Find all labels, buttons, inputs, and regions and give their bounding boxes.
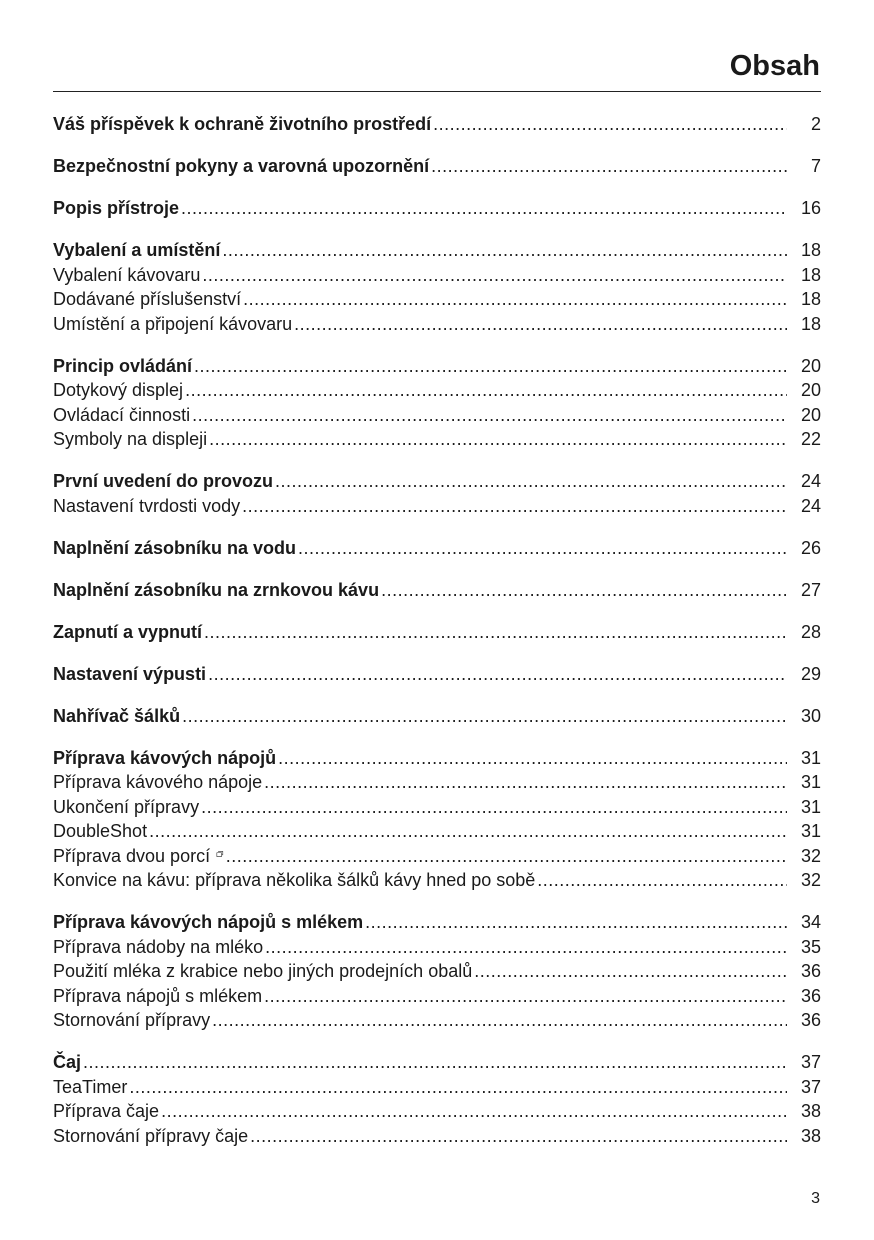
dot-leader xyxy=(243,287,787,312)
toc-section xyxy=(53,910,821,1033)
toc-entry-title: Naplnění zásobníku na vodu xyxy=(53,537,297,558)
dot-leader xyxy=(275,469,787,494)
toc-section xyxy=(53,154,821,179)
toc-subentry[interactable] xyxy=(53,1124,821,1149)
toc-entry-title: Dodávané příslušenství xyxy=(53,289,242,309)
toc-page-number: 31 xyxy=(800,747,821,768)
dot-leader xyxy=(381,578,787,603)
toc-section xyxy=(53,662,821,687)
toc-page-number: 36 xyxy=(800,1010,821,1030)
dot-leader xyxy=(250,1124,787,1149)
toc-entry-title: Nastavení výpusti xyxy=(53,663,207,684)
dot-leader xyxy=(431,154,787,179)
toc-section xyxy=(53,112,821,137)
toc-entry-title: Příprava nádoby na mléko xyxy=(53,936,264,957)
toc-page-number: 18 xyxy=(800,264,821,285)
dot-leader xyxy=(433,112,787,137)
toc-entry-title: Váš příspěvek k ochraně životního prostředí xyxy=(53,114,432,134)
page-title: Obsah xyxy=(729,50,820,82)
toc-page-number: 31 xyxy=(800,772,821,792)
dot-leader xyxy=(181,196,787,221)
toc-entry-title: TeaTimer xyxy=(53,1076,128,1097)
toc-page-number: 35 xyxy=(800,936,821,957)
toc-page-number: 29 xyxy=(800,663,821,684)
toc-chapter[interactable] xyxy=(53,536,821,561)
dot-leader xyxy=(264,770,787,795)
toc-entry-title: První uvedení do provozu xyxy=(53,471,274,491)
toc-page-number: 31 xyxy=(800,821,821,841)
toc-entry-title: Dotykový displej xyxy=(53,380,184,400)
toc-page-number: 20 xyxy=(800,404,821,425)
dot-leader xyxy=(194,354,787,379)
toc-subentry[interactable] xyxy=(53,935,821,960)
toc-chapter[interactable] xyxy=(53,704,821,729)
toc-chapter[interactable] xyxy=(53,578,821,603)
toc-entry-title: Příprava kávových nápojů xyxy=(53,747,277,768)
toc-entry-title: Příprava kávového nápoje xyxy=(53,772,263,792)
dot-leader xyxy=(212,1008,787,1033)
toc-chapter[interactable] xyxy=(53,746,821,771)
dot-leader xyxy=(202,263,787,288)
toc-subentry[interactable] xyxy=(53,378,821,403)
toc-section xyxy=(53,196,821,221)
toc-entry-title: Stornování přípravy xyxy=(53,1010,211,1030)
toc-page-number: 31 xyxy=(800,796,821,817)
toc-page-number: 27 xyxy=(800,579,821,600)
toc-page-number: 2 xyxy=(810,114,821,134)
toc-page-number: 36 xyxy=(800,985,821,1006)
dot-leader xyxy=(149,819,787,844)
toc-page-number: 30 xyxy=(800,705,821,726)
dot-leader xyxy=(226,844,787,869)
toc-subentry[interactable] xyxy=(53,959,821,984)
toc-entry-title: Čaj xyxy=(53,1052,82,1072)
toc-entry-title: Popis přístroje xyxy=(53,198,180,218)
dot-leader xyxy=(161,1099,787,1124)
toc-subentry[interactable] xyxy=(53,1008,821,1033)
toc-section xyxy=(53,469,821,518)
toc-section xyxy=(53,354,821,452)
toc-entry-title: Příprava dvou porcí xyxy=(53,845,211,866)
toc-section xyxy=(53,1050,821,1148)
toc-entry-title: Vybalení a umístění xyxy=(53,240,221,260)
toc-subentry[interactable] xyxy=(53,770,821,795)
toc-entry-title: Ukončení přípravy xyxy=(53,796,200,817)
dot-leader xyxy=(242,494,787,519)
toc-chapter[interactable] xyxy=(53,910,821,935)
toc-entry-title: Naplnění zásobníku na zrnkovou kávu xyxy=(53,579,380,600)
toc-subentry[interactable] xyxy=(53,263,821,288)
toc-subentry[interactable] xyxy=(53,868,821,893)
toc-entry-title: Konvice na kávu: příprava několika šálků kávy hned po sobě xyxy=(53,870,536,890)
toc-entry-title: Nastavení tvrdosti vody xyxy=(53,495,241,516)
toc-entry-title: Zapnutí a vypnutí xyxy=(53,621,203,642)
dot-leader xyxy=(265,935,787,960)
toc-page-number: 28 xyxy=(800,621,821,642)
toc-section xyxy=(53,578,821,603)
toc-subentry[interactable] xyxy=(53,287,821,312)
dot-leader xyxy=(185,378,787,403)
toc-chapter[interactable] xyxy=(53,112,821,137)
toc-section xyxy=(53,238,821,336)
toc-entry-title: Nahřívač šálků xyxy=(53,705,181,726)
toc-page-number: 7 xyxy=(810,156,821,176)
toc-subentry[interactable] xyxy=(53,795,821,820)
toc-subentry[interactable] xyxy=(53,984,821,1009)
dot-leader xyxy=(278,746,787,771)
toc-entry-title: Příprava čaje xyxy=(53,1101,160,1121)
toc-page-number: 34 xyxy=(800,912,821,932)
toc-subentry[interactable] xyxy=(53,819,821,844)
toc-entry-title: Příprava nápojů s mlékem xyxy=(53,985,263,1006)
toc-subentry[interactable] xyxy=(53,494,821,519)
toc-page-number: 20 xyxy=(800,355,821,376)
dot-leader xyxy=(222,238,787,263)
toc-page-number: 37 xyxy=(800,1076,821,1097)
toc-entry-title: Použití mléka z krabice nebo jiných prodejních obalů xyxy=(53,961,473,981)
toc-section xyxy=(53,704,821,729)
toc-subentry[interactable] xyxy=(53,427,821,452)
toc-subentry[interactable] xyxy=(53,844,821,869)
toc-entry-title: Umístění a připojení kávovaru xyxy=(53,313,293,334)
dot-leader xyxy=(209,427,787,452)
dot-leader xyxy=(83,1050,787,1075)
toc-section xyxy=(53,536,821,561)
dot-leader xyxy=(208,662,787,687)
dot-leader xyxy=(182,704,787,729)
toc-page-number: 20 xyxy=(800,380,821,400)
dot-leader xyxy=(129,1075,787,1100)
toc-page-number: 37 xyxy=(800,1052,821,1072)
toc-subentry[interactable] xyxy=(53,312,821,337)
toc-chapter[interactable] xyxy=(53,196,821,221)
toc-entry-title: Symboly na displeji xyxy=(53,429,208,449)
toc-entry-title: Bezpečnostní pokyny a varovná upozornění xyxy=(53,156,430,176)
dot-leader xyxy=(298,536,787,561)
dot-leader xyxy=(264,984,787,1009)
toc-page-number: 24 xyxy=(800,471,821,491)
toc-chapter[interactable] xyxy=(53,662,821,687)
toc-chapter[interactable] xyxy=(53,154,821,179)
toc-page-number: 22 xyxy=(800,429,821,449)
toc-page-number: 24 xyxy=(800,495,821,516)
toc-section xyxy=(53,746,821,893)
toc-page-number: 18 xyxy=(800,289,821,309)
dot-leader xyxy=(474,959,787,984)
toc-chapter[interactable] xyxy=(53,620,821,645)
toc-section xyxy=(53,620,821,645)
title-divider xyxy=(53,91,821,92)
toc-entry-title: Vybalení kávovaru xyxy=(53,264,201,285)
toc-subentry[interactable] xyxy=(53,403,821,428)
toc-page-number: 38 xyxy=(800,1101,821,1121)
toc-chapter[interactable] xyxy=(53,238,821,263)
toc-entry-title: Stornování přípravy čaje xyxy=(53,1125,249,1146)
toc-subentry[interactable] xyxy=(53,1099,821,1124)
dot-leader xyxy=(537,868,787,893)
toc-page-number: 32 xyxy=(800,870,821,890)
toc-chapter[interactable] xyxy=(53,354,821,379)
toc-entry-title: Princip ovládání xyxy=(53,355,193,376)
toc-chapter[interactable] xyxy=(53,1050,821,1075)
toc-page-number: 26 xyxy=(800,537,821,558)
dot-leader xyxy=(204,620,787,645)
toc-page-number: 38 xyxy=(800,1125,821,1146)
dot-leader xyxy=(192,403,787,428)
dot-leader xyxy=(294,312,787,337)
toc-page-number: 18 xyxy=(800,313,821,334)
toc-page-number: 18 xyxy=(800,240,821,260)
page-number: 3 xyxy=(811,1190,820,1207)
double-cup-icon xyxy=(216,846,224,862)
toc-chapter[interactable] xyxy=(53,469,821,494)
toc-subentry[interactable] xyxy=(53,1075,821,1100)
toc-page-number: 36 xyxy=(800,961,821,981)
table-of-contents xyxy=(53,112,821,1166)
dot-leader xyxy=(201,795,787,820)
toc-page-number: 16 xyxy=(800,198,821,218)
toc-page-number: 32 xyxy=(800,845,821,866)
toc-entry-title: Ovládací činnosti xyxy=(53,404,191,425)
toc-entry-title: DoubleShot xyxy=(53,821,148,841)
toc-entry-title: Příprava kávových nápojů s mlékem xyxy=(53,912,364,932)
dot-leader xyxy=(365,910,787,935)
